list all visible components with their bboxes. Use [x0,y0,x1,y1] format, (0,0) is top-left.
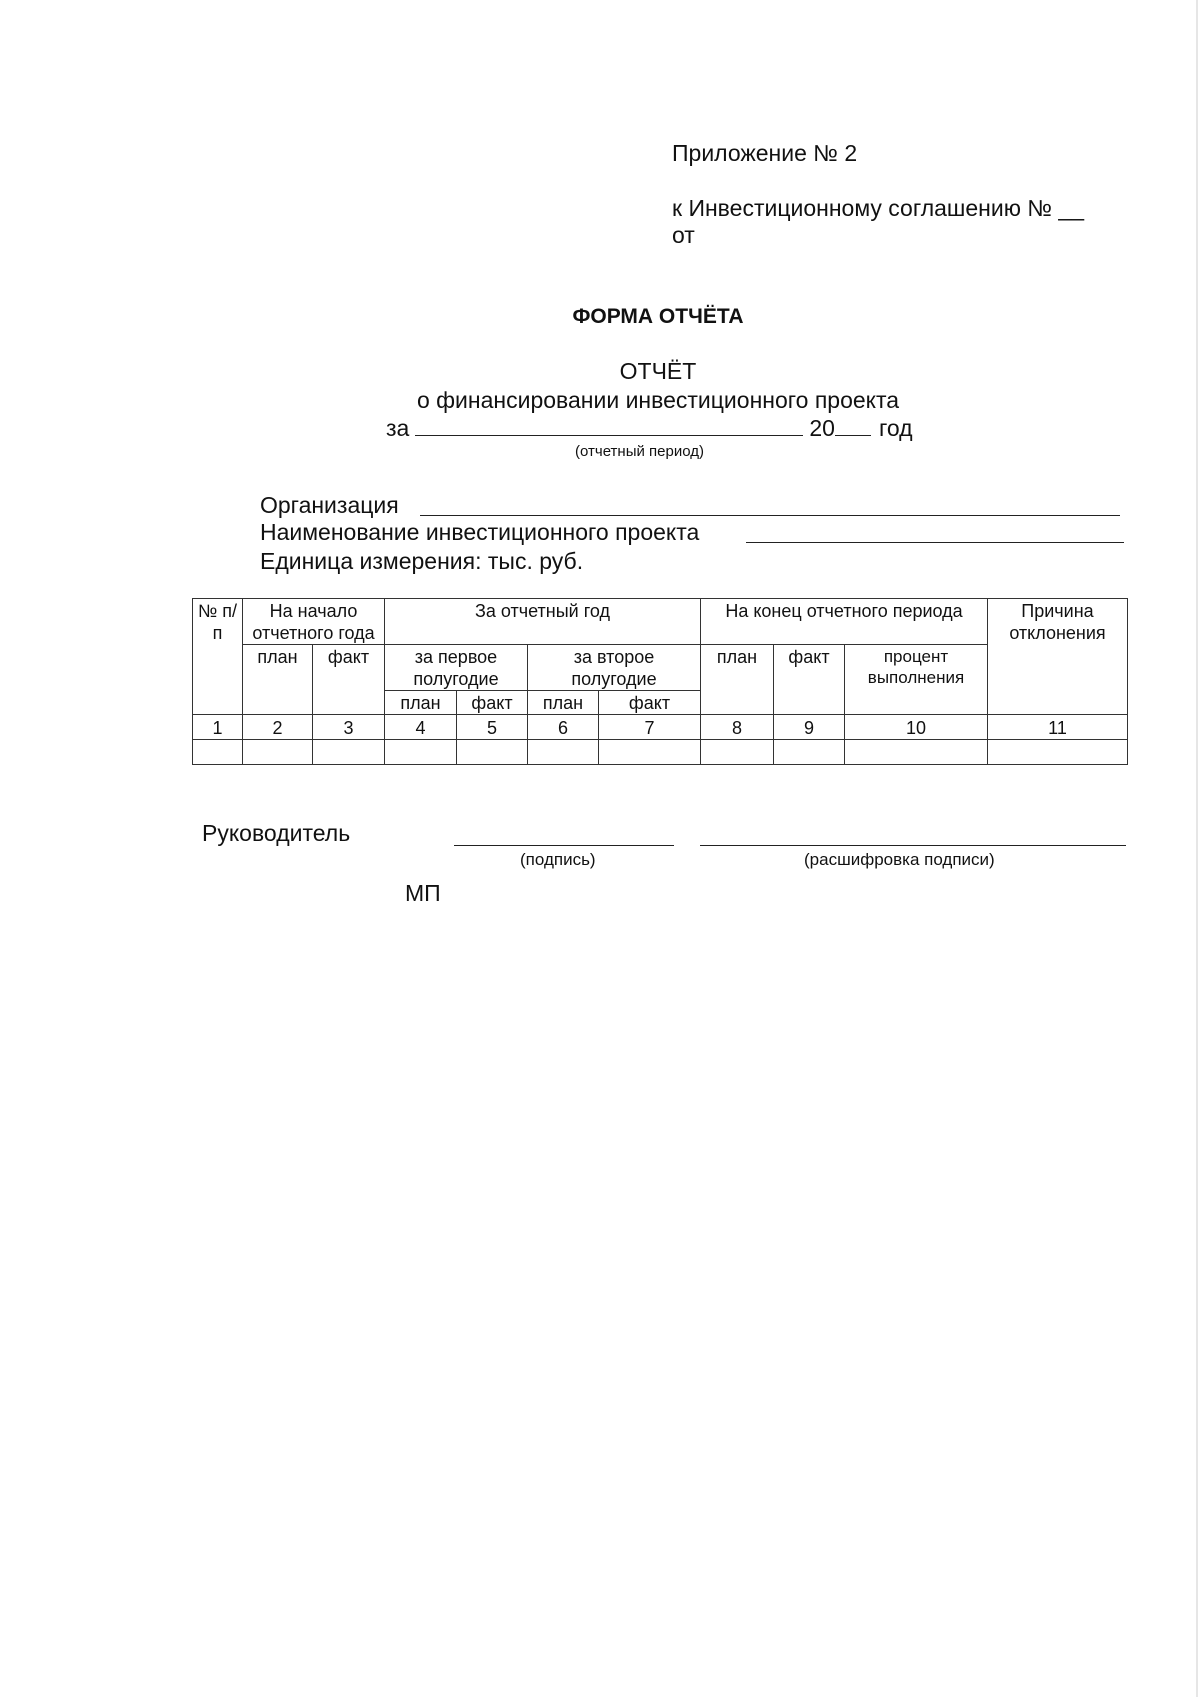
column-number: 6 [528,715,599,740]
column-number: 1 [193,715,243,740]
column-number: 7 [599,715,701,740]
header-row-1 [193,599,1128,645]
form-title: ФОРМА ОТЧЁТА [572,305,744,328]
column-number: 11 [988,715,1128,740]
signature-caption: (подпись) [520,850,596,869]
column-number: 2 [243,715,313,740]
column-numbers-row [193,715,1128,740]
period-prefix: за [386,415,410,441]
table-cell [988,740,1128,765]
year-suffix: год [878,415,913,441]
first-half-header: за первое полугодие [385,645,528,691]
first-half-plan-header: план [385,691,457,715]
unit-label: Единица измерения: тыс. руб. [260,548,584,574]
table-cell [774,740,845,765]
report-subtitle: о финансировании инвестиционного проекта [416,387,900,413]
column-number: 3 [313,715,385,740]
signature-blank [454,845,674,846]
period-caption: (отчетный период) [575,443,704,460]
second-half-fact-header: факт [599,691,701,715]
percent-header: процент выполнения [845,645,988,715]
column-number: 8 [701,715,774,740]
column-number: 10 [845,715,988,740]
start-fact-header: факт [313,645,385,715]
table-cell [457,740,528,765]
col-year-header: За отчетный год [385,599,701,645]
appendix-date: от [672,222,695,248]
appendix-number: Приложение № 2 [672,140,858,166]
year-blank [835,414,871,436]
table-row [193,740,1128,765]
organization-label: Организация [260,492,399,518]
start-plan-header: план [243,645,313,715]
signature-decoding-blank [700,845,1126,846]
decoding-caption: (расшифровка подписи) [804,850,995,869]
organization-blank [420,515,1120,516]
column-number: 4 [385,715,457,740]
col-num-header: № п/п [193,599,243,715]
period-blank [415,414,803,436]
end-plan-header: план [701,645,774,715]
second-half-plan-header: план [528,691,599,715]
col-start-header: На начало отчетного года [243,599,385,645]
head-label: Руководитель [202,820,351,846]
col-end-header: На конец отчетного периода [701,599,988,645]
project-name-label: Наименование инвестиционного проекта [260,519,700,545]
table-cell [313,740,385,765]
col-reason-header: Причина отклонения [988,599,1128,715]
column-number: 5 [457,715,528,740]
table-cell [845,740,988,765]
header-row-2 [193,645,1128,691]
table-cell [528,740,599,765]
project-name-blank [746,542,1124,543]
year-prefix: 20 [809,415,835,441]
first-half-fact-header: факт [457,691,528,715]
column-number: 9 [774,715,845,740]
page-edge [1196,0,1198,1697]
second-half-header: за второе полугодие [528,645,701,691]
end-fact-header: факт [774,645,845,715]
table-cell [193,740,243,765]
appendix-agreement: к Инвестиционному соглашению № __ [672,195,1085,221]
table-cell [599,740,701,765]
report-table [192,598,1128,765]
table-cell [243,740,313,765]
table-cell [701,740,774,765]
period-row [386,414,913,442]
report-title: ОТЧЁТ [619,358,697,384]
stamp-place: МП [405,880,441,906]
table-cell [385,740,457,765]
